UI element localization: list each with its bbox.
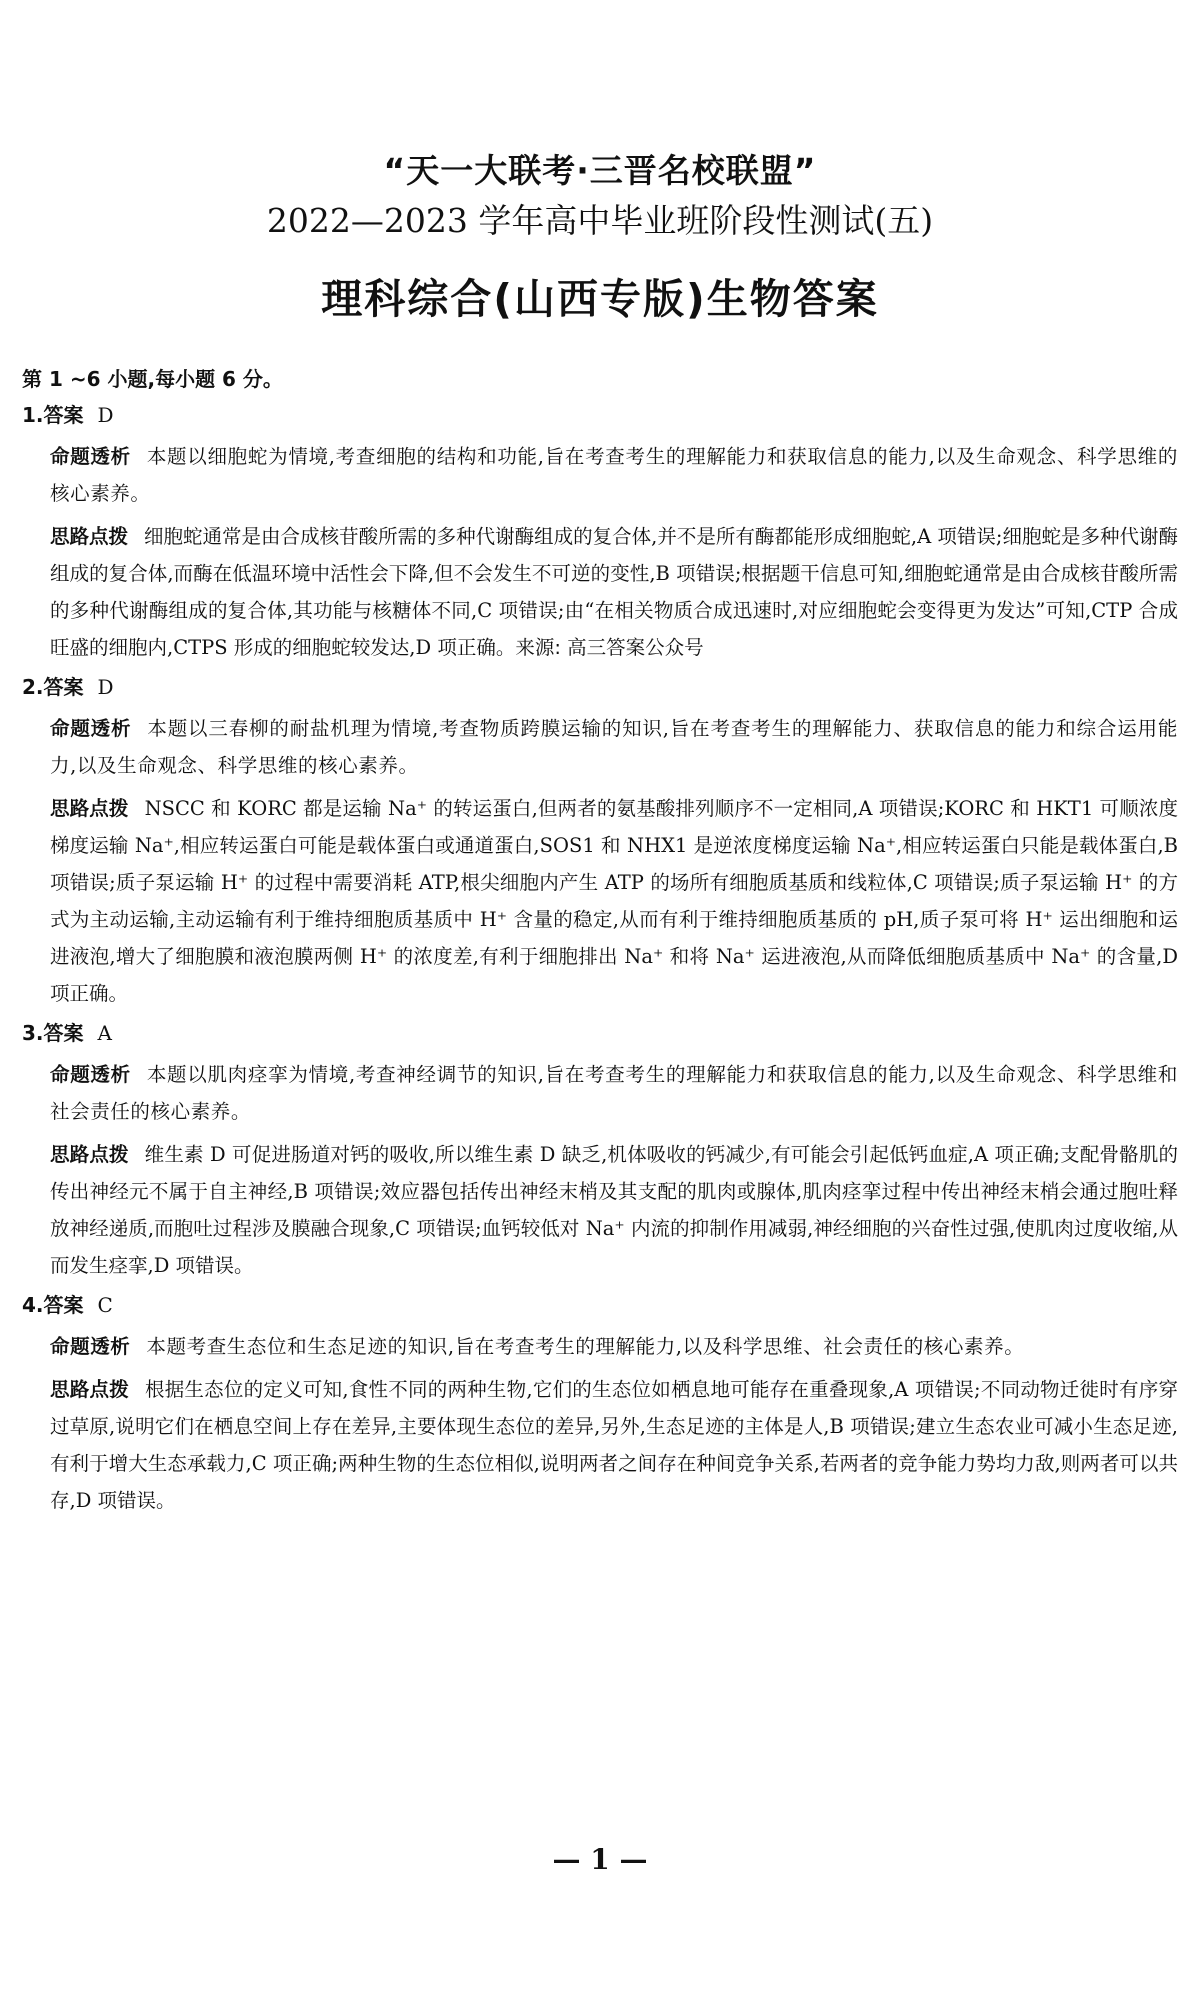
exam-year-title: 2022—2023 学年高中毕业班阶段性测试(五): [266, 201, 934, 240]
analysis-label: 命题透析: [50, 717, 132, 740]
analysis-label: 命题透析: [50, 1335, 131, 1358]
hint-label: 思路点拨: [50, 1378, 129, 1401]
answer-label: 答案: [43, 1293, 84, 1317]
source-note: 来源: 高三答案公众号: [515, 636, 704, 659]
question-number: 1.: [22, 403, 44, 427]
page-title: 理科综合(山西专版)生物答案: [321, 275, 879, 323]
hint-paragraph: [22, 518, 1178, 666]
hint-paragraph: [22, 790, 1178, 1012]
hint-label: 思路点拨: [50, 797, 129, 820]
page-number: — 1 —: [552, 1843, 648, 1876]
analysis-paragraph: [22, 1056, 1178, 1130]
hint-paragraph: [22, 1371, 1178, 1519]
question-number: 4.: [22, 1293, 44, 1317]
hint-paragraph: [22, 1136, 1178, 1284]
analysis-label: 命题透析: [50, 1063, 131, 1086]
analysis-text: 本题以肌肉痉挛为情境,考查神经调节的知识,旨在考查考生的理解能力和获取信息的能力,以及生命观念、科学思维和社会责任的核心素养。: [50, 1063, 1178, 1123]
question-answer-line: [22, 1018, 1178, 1048]
hint-text: 维生素 D 可促进肠道对钙的吸收,所以维生素 D 缺乏,机体吸收的钙减少,有可能会引起低钙血症,A 项正确;支配骨骼肌的传出神经元不属于自主神经,B 项错误;效应器包括传出神经末梢及其支配的肌肉或腺体,肌肉痉挛过程中传出神经末梢会通过胞吐释放神经递质,而胞吐过程涉及膜融合现象,C 项错误;血钙较低对 Na⁺ 内流的抑制作用减弱,神经细胞的兴奋性过强,使肌肉过度收缩,从而发生痉挛,D 项错误。: [50, 1143, 1178, 1277]
hint-label: 思路点拨: [50, 525, 129, 548]
analysis-text: 本题以三春柳的耐盐机理为情境,考查物质跨膜运输的知识,旨在考查考生的理解能力、获取信息的能力和综合运用能力,以及生命观念、科学思维的核心素养。: [50, 717, 1178, 777]
hint-text: NSCC 和 KORC 都是运输 Na⁺ 的转运蛋白,但两者的氨基酸排列顺序不一定相同,A 项错误;KORC 和 HKT1 可顺浓度梯度运输 Na⁺,相应转运蛋白可能是载体蛋白或通道蛋白,SOS1 和 NHX1 是逆浓度梯度运输 Na⁺,相应转运蛋白只能是载体蛋白,B 项错误;质子泵运输 H⁺ 的过程中需要消耗 ATP,根尖细胞内产生 ATP 的场所有细胞质基质和线粒体,C 项错误;质子泵运输 H⁺ 的方式为主动运输,主动运输有利于维持细胞质基质中 H⁺ 含量的稳定,从而有利于维持细胞质基质的 pH,质子泵可将 H⁺ 运出细胞和运进液泡,增大了细胞膜和液泡膜两侧 H⁺ 的浓度差,有利于细胞排出 Na⁺ 和将 Na⁺ 运进液泡,从而降低细胞质基质中 Na⁺ 的含量,D 项正确。: [50, 797, 1178, 1005]
question-answer-line: [22, 672, 1178, 702]
analysis-text: 本题以细胞蛇为情境,考查细胞的结构和功能,旨在考查考生的理解能力和获取信息的能力,以及生命观念、科学思维的核心素养。: [50, 445, 1178, 505]
exam-series-title: “天一大联考·三晋名校联盟”: [383, 151, 817, 190]
analysis-paragraph: [22, 438, 1178, 512]
document-header: [22, 148, 1178, 328]
answer-value: D: [97, 403, 114, 427]
hint-label: 思路点拨: [50, 1143, 129, 1166]
question-number: 2.: [22, 675, 44, 699]
analysis-paragraph: [22, 1328, 1178, 1365]
question-block: [22, 1018, 1178, 1284]
answer-value: A: [97, 1021, 112, 1045]
question-answer-line: [22, 1290, 1178, 1320]
question-answer-line: [22, 400, 1178, 430]
question-block: [22, 1290, 1178, 1519]
answer-label: 答案: [43, 1021, 84, 1045]
question-block: [22, 672, 1178, 1012]
hint-text: 细胞蛇通常是由合成核苷酸所需的多种代谢酶组成的复合体,并不是所有酶都能形成细胞蛇,A 项错误;细胞蛇是多种代谢酶组成的复合体,而酶在低温环境中活性会下降,但不会发生不可逆的变性,B 项错误;根据题干信息可知,细胞蛇通常是由合成核苷酸所需的多种代谢酶组成的复合体,其功能与核糖体不同,C 项错误;由“在相关物质合成迅速时,对应细胞蛇会变得更为发达”可知,CTP 合成旺盛的细胞内,CTPS 形成的细胞蛇较发达,D 项正确。: [50, 525, 1178, 659]
analysis-paragraph: [22, 710, 1178, 784]
answer-label: 答案: [43, 403, 84, 427]
question-number: 3.: [22, 1021, 44, 1045]
analysis-text: 本题考查生态位和生态足迹的知识,旨在考查考生的理解能力,以及科学思维、社会责任的核心素养。: [146, 1335, 1025, 1358]
question-block: [22, 400, 1178, 666]
section-intro: 第 1 ~6 小题,每小题 6 分。: [22, 367, 283, 391]
answer-value: D: [97, 675, 114, 699]
answer-value: C: [97, 1293, 113, 1317]
answer-label: 答案: [43, 675, 84, 699]
analysis-label: 命题透析: [50, 445, 131, 468]
hint-text: 根据生态位的定义可知,食性不同的两种生物,它们的生态位如栖息地可能存在重叠现象,A 项错误;不同动物迁徙时有序穿过草原,说明它们在栖息空间上存在差异,主要体现生态位的差异,另外,生态足迹的主体是人,B 项错误;建立生态农业可减小生态足迹,有利于增大生态承载力,C 项正确;两种生物的生态位相似,说明两者之间存在种间竞争关系,若两者的竞争能力势均力敌,则两者可以共存,D 项错误。: [50, 1378, 1178, 1512]
